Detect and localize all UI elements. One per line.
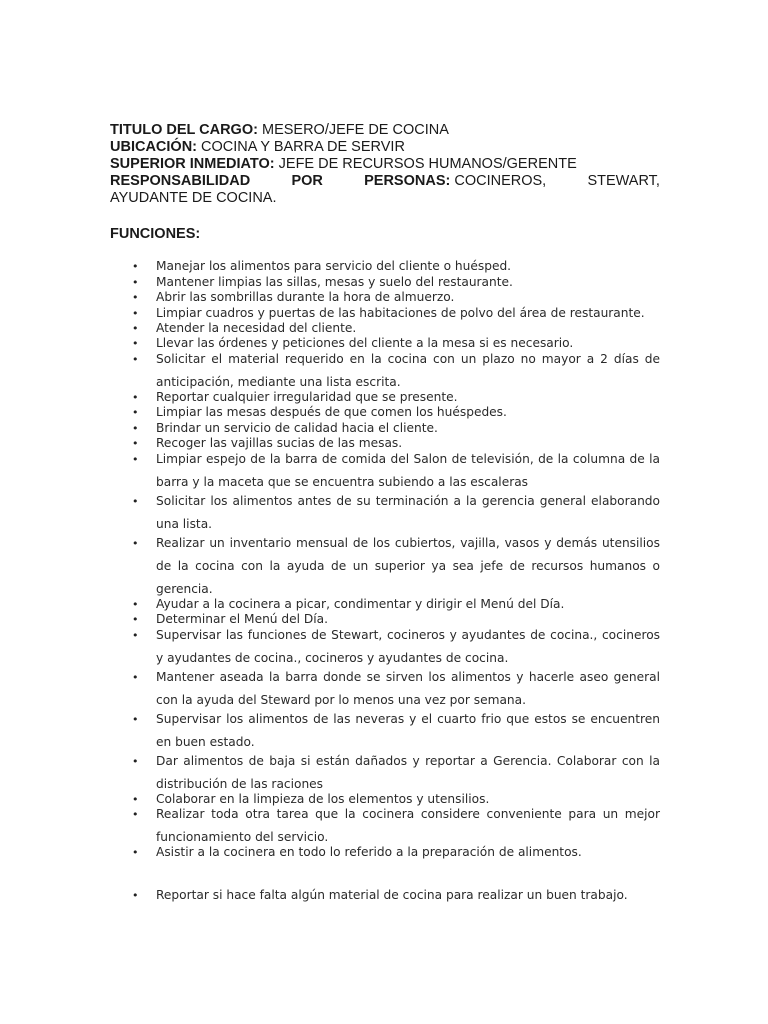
titulo-value: MESERO/JEFE DE COCINA <box>261 122 449 138</box>
bullet-icon: • <box>132 337 139 350</box>
list-item: • Brindar un servicio de calidad hacia el cliente. <box>132 420 438 435</box>
bullet-icon: • <box>132 321 139 335</box>
bullet-icon: • <box>132 712 139 726</box>
list-item: • Colaborar en la limpieza de los elementos y utensilios. <box>132 791 490 806</box>
bullet-icon: • <box>132 754 139 768</box>
list-item: • Determinar el Menú del Día. <box>132 612 328 626</box>
resp-line-2: AYUDANTE DE COCINA. <box>110 190 277 206</box>
functions-list <box>130 259 660 903</box>
bullet-icon: • <box>132 846 139 859</box>
job-header <box>110 122 660 207</box>
list-item: • Reportar cualquier irregularidad que se presente. <box>132 389 458 404</box>
responsabilidad-row <box>110 173 660 190</box>
superior-label: SUPERIOR INMEDIATO: <box>110 156 275 172</box>
bullet-icon: • <box>132 291 139 304</box>
bullet-icon: • <box>132 306 139 320</box>
funciones-heading: FUNCIONES: <box>110 226 201 242</box>
bullet-icon: • <box>132 421 139 435</box>
list-item: • Solicitar los alimentos antes de su terminación a la gerencia general elaborando una lista. <box>130 490 660 536</box>
list-item: • Realizar un inventario mensual de los cubiertos, vajilla, vasos y demás utensilios de la cocina con la ayuda de un superior ya sea jefe de recursos humanos o gerencia. <box>130 532 660 601</box>
resp-value-2: STEWART, <box>587 173 660 189</box>
bullet-icon: • <box>132 613 139 626</box>
superior-value: JEFE DE RECURSOS HUMANOS/GERENTE <box>278 156 577 172</box>
list-item: • Limpiar espejo de la barra de comida del Salon de televisión, de la columna de la barra y la maceta que se encuentra subiendo a las escaleras <box>130 448 660 494</box>
resp-word-2: POR <box>291 173 323 189</box>
ubicacion-value: COCINA Y BARRA DE SERVIR <box>201 139 405 155</box>
bullet-icon: • <box>132 888 139 902</box>
bullet-icon: • <box>132 494 139 508</box>
titulo-row <box>110 122 660 139</box>
list-item: • Reportar si hace falta algún material de cocina para realizar un buen trabajo. <box>132 887 628 902</box>
bullet-icon: • <box>132 260 139 273</box>
bullet-icon: • <box>132 628 139 642</box>
list-item: • Limpiar las mesas después de que comen los huéspedes. <box>132 405 507 419</box>
list-item: • Supervisar las funciones de Stewart, cocineros y ayudantes de cocina., cocineros y ayudantes de cocina., cocineros y ayudantes de cocina. <box>130 624 660 670</box>
list-item: • Mantener limpias las sillas, mesas y suelo del restaurante. <box>132 274 513 289</box>
responsabilidad-row-2 <box>110 190 660 207</box>
bullet-icon: • <box>132 452 139 466</box>
list-item: • Llevar las órdenes y peticiones del cliente a la mesa si es necesario. <box>132 336 574 350</box>
list-item: • Mantener aseada la barra donde se sirven los alimentos y hacerle aseo general con la ayuda del Steward por lo menos una vez por semana. <box>130 666 660 712</box>
bullet-icon: • <box>132 390 139 404</box>
bullet-icon: • <box>132 670 139 684</box>
resp-word-1: RESPONSABILIDAD <box>110 173 251 189</box>
list-item: • Realizar toda otra tarea que la cocinera considere conveniente para un mejor funcionamiento del servicio. <box>130 803 660 849</box>
bullet-icon: • <box>132 792 139 806</box>
bullet-icon: • <box>132 275 139 289</box>
bullet-icon: • <box>132 536 139 550</box>
bullet-icon: • <box>132 597 139 611</box>
ubicacion-row <box>110 139 660 156</box>
list-item: • Manejar los alimentos para servicio del cliente o huésped. <box>132 259 512 273</box>
superior-row <box>110 156 660 173</box>
list-item: • Dar alimentos de baja si están dañados y reportar a Gerencia. Colaborar con la distribución de las raciones <box>130 750 660 796</box>
list-item: • Recoger las vajillas sucias de las mesas. <box>132 436 403 450</box>
bullet-icon: • <box>132 808 139 821</box>
list-item: • Abrir las sombrillas durante la hora de almuerzo. <box>132 290 455 304</box>
list-item: • Ayudar a la cocinera a picar, condimentar y dirigir el Menú del Día. <box>132 596 565 611</box>
list-item: • Solicitar el material requerido en la cocina con un plazo no mayor a 2 días de anticipación, mediante una lista escrita. <box>130 348 660 394</box>
list-item: • Supervisar los alimentos de las neveras y el cuarto frio que estos se encuentren en buen estado. <box>130 708 660 754</box>
ubicacion-label: UBICACIÓN: <box>110 139 197 155</box>
resp-word-3: PERSONAS: <box>364 173 451 189</box>
bullet-icon: • <box>132 352 139 366</box>
list-item: • Atender la necesidad del cliente. <box>132 320 357 335</box>
resp-value-1: COCINEROS, <box>454 173 547 189</box>
bullet-icon: • <box>132 437 139 450</box>
bullet-icon: • <box>132 406 139 419</box>
list-item: • Asistir a la cocinera en todo lo referido a la preparación de alimentos. <box>132 845 582 859</box>
titulo-label: TITULO DEL CARGO: <box>110 122 258 138</box>
list-item: • Limpiar cuadros y puertas de las habitaciones de polvo del área de restaurante. <box>130 302 660 325</box>
